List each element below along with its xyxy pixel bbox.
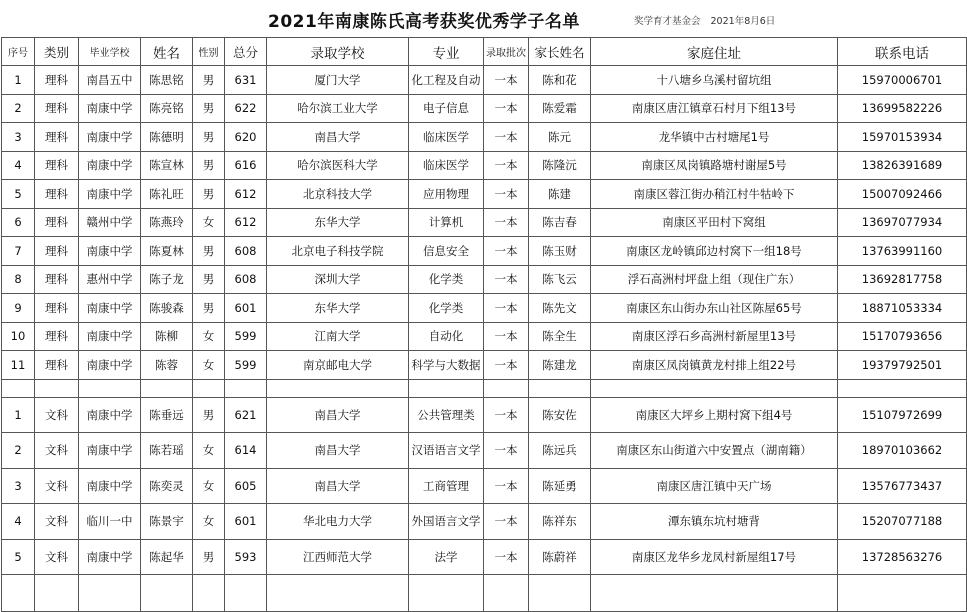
admission-batch-cell: 一本: [484, 322, 529, 351]
name-cell: 陈若瑶: [141, 433, 193, 469]
admitted-university-cell: 哈尔滨医科大学: [267, 151, 409, 180]
score-cell: 614: [225, 433, 267, 469]
table-row: [2, 151, 967, 180]
phone-number-cell: 13826391689: [838, 151, 967, 180]
empty-cell: [591, 379, 838, 397]
parent-name-cell: 陈先文: [529, 294, 591, 323]
gender-cell: 女: [193, 208, 225, 237]
phone-number-cell: 13763991160: [838, 237, 967, 266]
gender-cell: 男: [193, 94, 225, 123]
seq-cell: 8: [2, 265, 35, 294]
score-cell: 620: [225, 123, 267, 152]
empty-cell: [35, 379, 79, 397]
phone-number-cell: 18970103662: [838, 433, 967, 469]
graduated-school-cell: 赣州中学: [79, 208, 141, 237]
title-bar: [0, 0, 967, 37]
name-cell: 陈子龙: [141, 265, 193, 294]
admitted-university-cell: 深圳大学: [267, 265, 409, 294]
graduated-school-cell: 南康中学: [79, 322, 141, 351]
admitted-university-cell: 南昌大学: [267, 123, 409, 152]
graduated-school-cell: 南康中学: [79, 237, 141, 266]
phone-number-cell: 18871053334: [838, 294, 967, 323]
header-cell: 家长姓名: [529, 38, 591, 66]
home-address-cell: 南康区凤岗镇路塘村谢屋5号: [591, 151, 838, 180]
parent-name-cell: 陈玉财: [529, 237, 591, 266]
major-cell: 临床医学: [409, 123, 484, 152]
empty-cell: [225, 575, 267, 612]
parent-name-cell: 陈隆沅: [529, 151, 591, 180]
major-cell: 化工程及自动: [409, 66, 484, 95]
category-cell: 理科: [35, 294, 79, 323]
blank-row: [2, 379, 967, 397]
name-cell: 陈思铭: [141, 66, 193, 95]
name-cell: 陈德明: [141, 123, 193, 152]
category-cell: 文科: [35, 468, 79, 504]
admission-batch-cell: 一本: [484, 351, 529, 380]
empty-cell: [267, 575, 409, 612]
category-cell: 理科: [35, 237, 79, 266]
seq-cell: 4: [2, 504, 35, 540]
admitted-university-cell: 江西师范大学: [267, 539, 409, 575]
document-subtitle: [634, 13, 775, 27]
phone-number-cell: 13697077934: [838, 208, 967, 237]
major-cell: 化学类: [409, 294, 484, 323]
seq-cell: 10: [2, 322, 35, 351]
seq-cell: 2: [2, 94, 35, 123]
home-address-cell: 南康区浮石乡高洲村新屋里13号: [591, 322, 838, 351]
admission-batch-cell: 一本: [484, 94, 529, 123]
gender-cell: 男: [193, 151, 225, 180]
score-cell: 622: [225, 94, 267, 123]
header-cell: 联系电话: [838, 38, 967, 66]
home-address-cell: 南康区东山街办东山社区陈屋65号: [591, 294, 838, 323]
empty-cell: [2, 575, 35, 612]
score-cell: 605: [225, 468, 267, 504]
name-cell: 陈景宇: [141, 504, 193, 540]
issue-date: 2021年8月6日: [710, 16, 776, 27]
parent-name-cell: 陈吉春: [529, 208, 591, 237]
table-row: [2, 397, 967, 433]
score-cell: 621: [225, 397, 267, 433]
seq-cell: 11: [2, 351, 35, 380]
phone-number-cell: 15007092466: [838, 180, 967, 209]
category-cell: 理科: [35, 151, 79, 180]
graduated-school-cell: 南康中学: [79, 539, 141, 575]
admitted-university-cell: 东华大学: [267, 208, 409, 237]
category-cell: 理科: [35, 66, 79, 95]
parent-name-cell: 陈全生: [529, 322, 591, 351]
seq-cell: 4: [2, 151, 35, 180]
score-cell: 612: [225, 180, 267, 209]
category-cell: 理科: [35, 94, 79, 123]
gender-cell: 男: [193, 397, 225, 433]
empty-cell: [838, 575, 967, 612]
name-cell: 陈奕灵: [141, 468, 193, 504]
admitted-university-cell: 北京电子科技学院: [267, 237, 409, 266]
major-cell: 公共管理类: [409, 397, 484, 433]
name-cell: 陈燕玲: [141, 208, 193, 237]
parent-name-cell: 陈爱霜: [529, 94, 591, 123]
name-cell: 陈宣林: [141, 151, 193, 180]
admitted-university-cell: 南京邮电大学: [267, 351, 409, 380]
gender-cell: 女: [193, 322, 225, 351]
table-row: [2, 539, 967, 575]
major-cell: 应用物理: [409, 180, 484, 209]
category-cell: 理科: [35, 351, 79, 380]
score-cell: 608: [225, 237, 267, 266]
empty-cell: [409, 575, 484, 612]
gender-cell: 男: [193, 539, 225, 575]
seq-cell: 5: [2, 180, 35, 209]
seq-cell: 1: [2, 397, 35, 433]
graduated-school-cell: 南康中学: [79, 397, 141, 433]
seq-cell: 7: [2, 237, 35, 266]
seq-cell: 1: [2, 66, 35, 95]
parent-name-cell: 陈祥东: [529, 504, 591, 540]
phone-number-cell: 15170793656: [838, 322, 967, 351]
major-cell: 临床医学: [409, 151, 484, 180]
graduated-school-cell: 南康中学: [79, 123, 141, 152]
table-row: [2, 180, 967, 209]
header-cell: 姓名: [141, 38, 193, 66]
seq-cell: 3: [2, 468, 35, 504]
empty-cell: [141, 379, 193, 397]
phone-number-cell: 19379792501: [838, 351, 967, 380]
score-cell: 608: [225, 265, 267, 294]
header-cell: 性别: [193, 38, 225, 66]
table-body: [2, 66, 967, 612]
score-cell: 601: [225, 294, 267, 323]
empty-cell: [79, 575, 141, 612]
graduated-school-cell: 南康中学: [79, 468, 141, 504]
gender-cell: 男: [193, 66, 225, 95]
major-cell: 化学类: [409, 265, 484, 294]
major-cell: 信息安全: [409, 237, 484, 266]
admission-batch-cell: 一本: [484, 237, 529, 266]
home-address-cell: 南康区平田村下窝组: [591, 208, 838, 237]
score-cell: 601: [225, 504, 267, 540]
table-row: [2, 433, 967, 469]
table-row: [2, 66, 967, 95]
admitted-university-cell: 南昌大学: [267, 397, 409, 433]
admission-batch-cell: 一本: [484, 539, 529, 575]
parent-name-cell: 陈安佐: [529, 397, 591, 433]
category-cell: 理科: [35, 123, 79, 152]
header-cell: 录取批次: [484, 38, 529, 66]
admission-batch-cell: 一本: [484, 433, 529, 469]
graduated-school-cell: 南昌五中: [79, 66, 141, 95]
empty-cell: [484, 575, 529, 612]
major-cell: 工商管理: [409, 468, 484, 504]
phone-number-cell: 13692817758: [838, 265, 967, 294]
table-row: [2, 94, 967, 123]
admission-batch-cell: 一本: [484, 265, 529, 294]
score-cell: 599: [225, 322, 267, 351]
phone-number-cell: 15207077188: [838, 504, 967, 540]
home-address-cell: 南康区大坪乡上期村窝下组4号: [591, 397, 838, 433]
gender-cell: 女: [193, 351, 225, 380]
parent-name-cell: 陈飞云: [529, 265, 591, 294]
category-cell: 理科: [35, 265, 79, 294]
parent-name-cell: 陈元: [529, 123, 591, 152]
table-header-row: [2, 38, 967, 66]
empty-cell: [484, 379, 529, 397]
empty-cell: [225, 379, 267, 397]
home-address-cell: 南康区龙华乡龙凤村新屋组17号: [591, 539, 838, 575]
major-cell: 自动化: [409, 322, 484, 351]
home-address-cell: 南康区龙岭镇邱边村窝下一组18号: [591, 237, 838, 266]
score-cell: 616: [225, 151, 267, 180]
table-row: [2, 322, 967, 351]
graduated-school-cell: 临川一中: [79, 504, 141, 540]
admitted-university-cell: 哈尔滨工业大学: [267, 94, 409, 123]
home-address-cell: 南康区唐江镇中天广场: [591, 468, 838, 504]
empty-cell: [838, 379, 967, 397]
admitted-university-cell: 北京科技大学: [267, 180, 409, 209]
header-cell: 录取学校: [267, 38, 409, 66]
major-cell: 电子信息: [409, 94, 484, 123]
gender-cell: 男: [193, 265, 225, 294]
empty-cell: [409, 379, 484, 397]
seq-cell: 9: [2, 294, 35, 323]
home-address-cell: 龙华镇中古村塘尾1号: [591, 123, 838, 152]
admission-batch-cell: 一本: [484, 180, 529, 209]
name-cell: 陈夏林: [141, 237, 193, 266]
table-row: [2, 208, 967, 237]
parent-name-cell: 陈远兵: [529, 433, 591, 469]
parent-name-cell: 陈和花: [529, 66, 591, 95]
name-cell: 陈柳: [141, 322, 193, 351]
admission-batch-cell: 一本: [484, 66, 529, 95]
empty-cell: [529, 379, 591, 397]
student-roster-table: [1, 37, 967, 612]
header-cell: 序号: [2, 38, 35, 66]
name-cell: 陈礼旺: [141, 180, 193, 209]
graduated-school-cell: 惠州中学: [79, 265, 141, 294]
table-row: [2, 468, 967, 504]
phone-number-cell: 13576773437: [838, 468, 967, 504]
major-cell: 外国语言文学: [409, 504, 484, 540]
admission-batch-cell: 一本: [484, 504, 529, 540]
category-cell: 文科: [35, 539, 79, 575]
parent-name-cell: 陈延勇: [529, 468, 591, 504]
major-cell: 计算机: [409, 208, 484, 237]
empty-cell: [35, 575, 79, 612]
admitted-university-cell: 华北电力大学: [267, 504, 409, 540]
admission-batch-cell: 一本: [484, 468, 529, 504]
gender-cell: 女: [193, 468, 225, 504]
table-row: [2, 504, 967, 540]
empty-cell: [267, 379, 409, 397]
empty-cell: [193, 379, 225, 397]
document-title: 2021年南康陈氏高考获奖优秀学子名单: [268, 12, 580, 32]
admitted-university-cell: 东华大学: [267, 294, 409, 323]
admitted-university-cell: 南昌大学: [267, 468, 409, 504]
table-row: [2, 237, 967, 266]
score-cell: 631: [225, 66, 267, 95]
major-cell: 科学与大数据: [409, 351, 484, 380]
phone-number-cell: 15970006701: [838, 66, 967, 95]
admitted-university-cell: 南昌大学: [267, 433, 409, 469]
name-cell: 陈骏森: [141, 294, 193, 323]
header-cell: 家庭住址: [591, 38, 838, 66]
blank-row: [2, 575, 967, 612]
phone-number-cell: 15107972699: [838, 397, 967, 433]
seq-cell: 6: [2, 208, 35, 237]
table-row: [2, 351, 967, 380]
score-cell: 599: [225, 351, 267, 380]
graduated-school-cell: 南康中学: [79, 180, 141, 209]
admitted-university-cell: 厦门大学: [267, 66, 409, 95]
category-cell: 文科: [35, 397, 79, 433]
table-row: [2, 265, 967, 294]
score-cell: 612: [225, 208, 267, 237]
score-cell: 593: [225, 539, 267, 575]
phone-number-cell: 13699582226: [838, 94, 967, 123]
gender-cell: 女: [193, 504, 225, 540]
admission-batch-cell: 一本: [484, 208, 529, 237]
parent-name-cell: 陈建: [529, 180, 591, 209]
gender-cell: 男: [193, 123, 225, 152]
home-address-cell: 南康区东山街道六中安置点（湖南籍）: [591, 433, 838, 469]
gender-cell: 男: [193, 237, 225, 266]
admission-batch-cell: 一本: [484, 151, 529, 180]
parent-name-cell: 陈建龙: [529, 351, 591, 380]
phone-number-cell: 15970153934: [838, 123, 967, 152]
home-address-cell: 南康区凤岗镇黄龙村排上组22号: [591, 351, 838, 380]
admission-batch-cell: 一本: [484, 123, 529, 152]
gender-cell: 男: [193, 180, 225, 209]
major-cell: 法学: [409, 539, 484, 575]
empty-cell: [591, 575, 838, 612]
category-cell: 文科: [35, 433, 79, 469]
graduated-school-cell: 南康中学: [79, 294, 141, 323]
category-cell: 理科: [35, 322, 79, 351]
admission-batch-cell: 一本: [484, 294, 529, 323]
category-cell: 文科: [35, 504, 79, 540]
admission-batch-cell: 一本: [484, 397, 529, 433]
empty-cell: [79, 379, 141, 397]
name-cell: 陈起华: [141, 539, 193, 575]
graduated-school-cell: 南康中学: [79, 151, 141, 180]
home-address-cell: 潭东镇东坑村塘背: [591, 504, 838, 540]
empty-cell: [141, 575, 193, 612]
name-cell: 陈亮铭: [141, 94, 193, 123]
header-cell: 类别: [35, 38, 79, 66]
phone-number-cell: 13728563276: [838, 539, 967, 575]
graduated-school-cell: 南康中学: [79, 433, 141, 469]
graduated-school-cell: 南康中学: [79, 94, 141, 123]
home-address-cell: 南康区蓉江街办稍江村牛牯岭下: [591, 180, 838, 209]
table-row: [2, 294, 967, 323]
gender-cell: 男: [193, 294, 225, 323]
header-cell: 总分: [225, 38, 267, 66]
name-cell: 陈蓉: [141, 351, 193, 380]
home-address-cell: 十八塘乡乌溪村留坑组: [591, 66, 838, 95]
empty-cell: [2, 379, 35, 397]
issuer-name: 奖学育才基金会: [634, 16, 701, 27]
gender-cell: 女: [193, 433, 225, 469]
category-cell: 理科: [35, 208, 79, 237]
graduated-school-cell: 南康中学: [79, 351, 141, 380]
seq-cell: 2: [2, 433, 35, 469]
parent-name-cell: 陈蔚祥: [529, 539, 591, 575]
admitted-university-cell: 江南大学: [267, 322, 409, 351]
header-cell: 毕业学校: [79, 38, 141, 66]
table-row: [2, 123, 967, 152]
home-address-cell: 浮石高洲村坪盘上组（现住广东）: [591, 265, 838, 294]
seq-cell: 5: [2, 539, 35, 575]
home-address-cell: 南康区唐江镇章石村月下组13号: [591, 94, 838, 123]
header-cell: 专业: [409, 38, 484, 66]
name-cell: 陈垂远: [141, 397, 193, 433]
seq-cell: 3: [2, 123, 35, 152]
major-cell: 汉语语言文学: [409, 433, 484, 469]
empty-cell: [193, 575, 225, 612]
empty-cell: [529, 575, 591, 612]
category-cell: 理科: [35, 180, 79, 209]
